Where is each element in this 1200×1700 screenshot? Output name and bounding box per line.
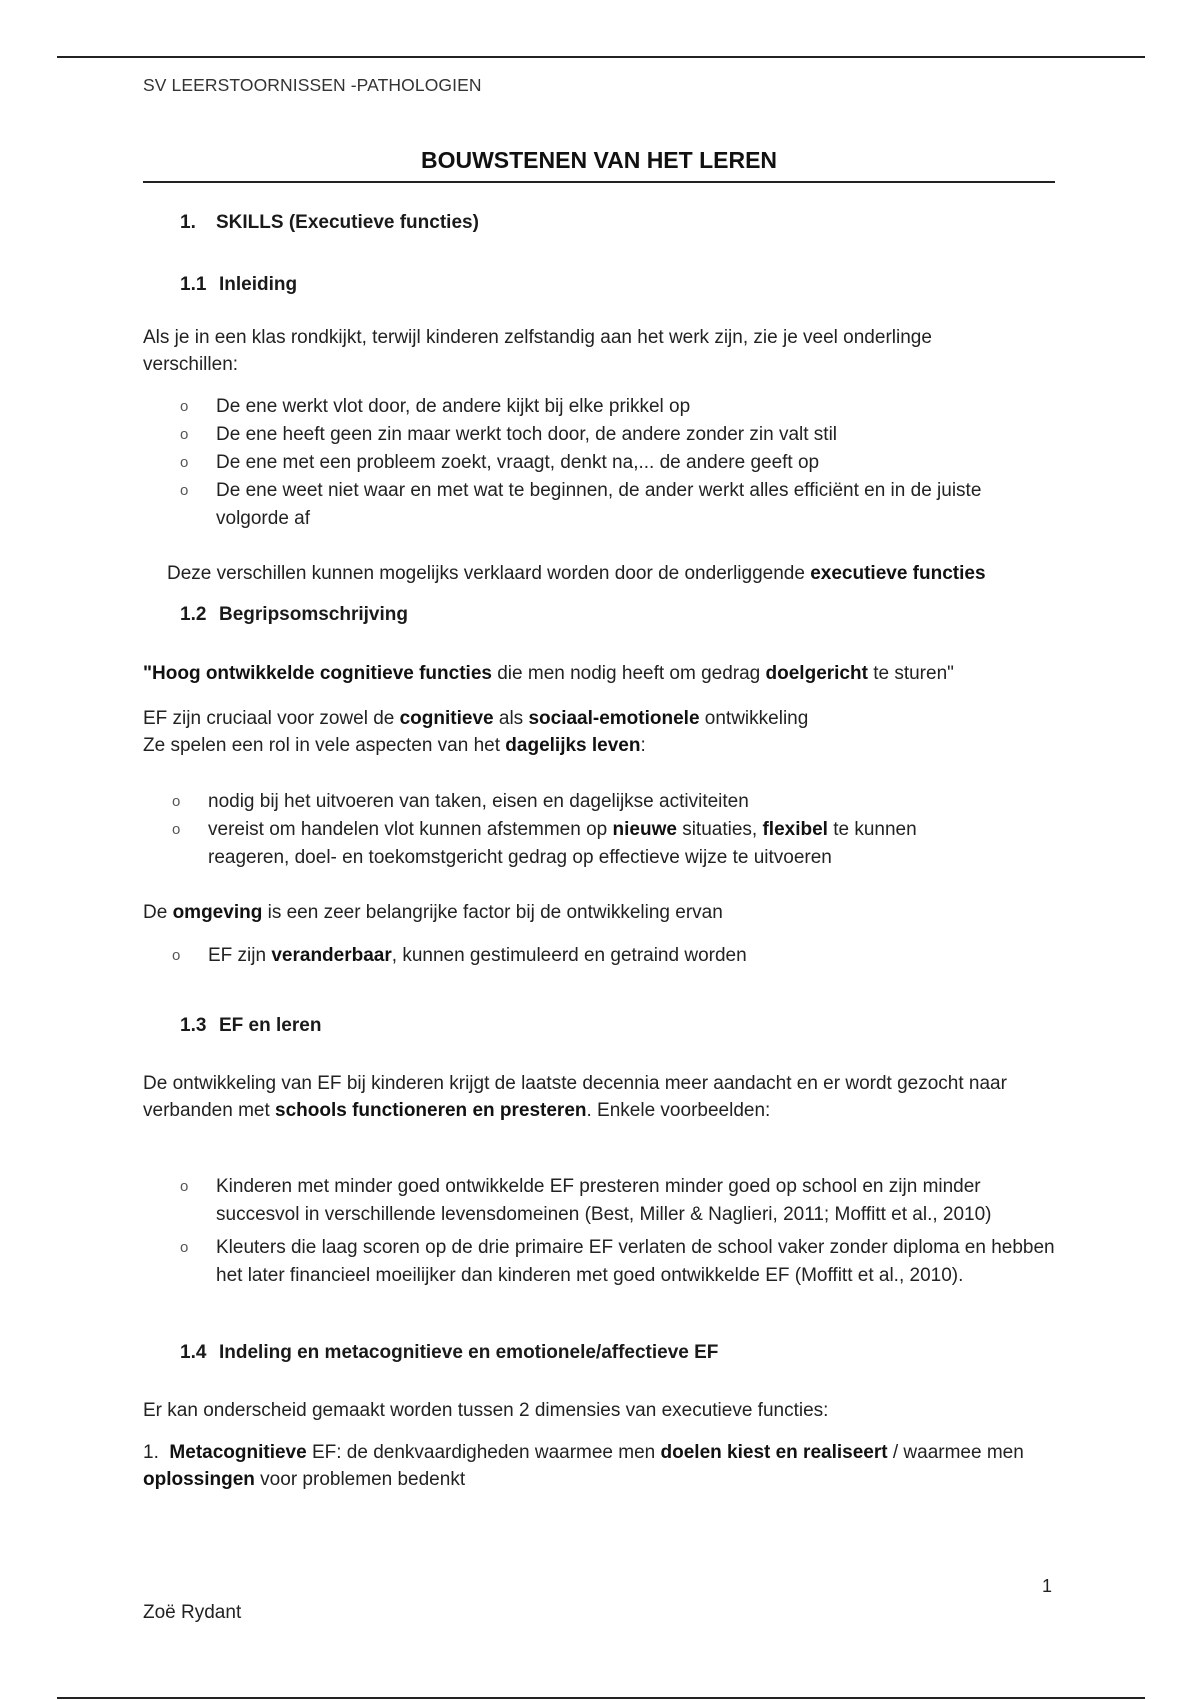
section-heading-1: 1. SKILLS (Executieve functies) — [180, 212, 479, 233]
footer-rule — [57, 1697, 1145, 1699]
list-item: o De ene met een probleem zoekt, vraagt, denkt na,... de andere geeft op — [180, 449, 1080, 477]
title-block — [143, 145, 1055, 183]
header-rule — [57, 56, 1145, 58]
bullet-marker: o — [180, 398, 189, 415]
bullet-marker: o — [180, 1239, 189, 1256]
bullet-marker: o — [180, 482, 189, 499]
page-number: 1 — [1042, 1576, 1053, 1596]
section-heading-1-2: 1.2 Begripsomschrijving — [180, 604, 408, 625]
bullet-marker: o — [180, 454, 189, 471]
paragraph-dimensies: Er kan onderscheid gemaakt worden tussen 2 dimensies van executieve functies: — [143, 1400, 829, 1421]
running-header: SV LEERSTOORNISSEN -PATHOLOGIEN — [143, 75, 482, 95]
numbered-item-metacognitief: 1. Metacognitieve EF: de denkvaardigheden waarmee men doelen kiest en realiseert / waarmee men oplossingen voor problemen bedenkt — [143, 1442, 1024, 1490]
bullet-marker: o — [172, 793, 181, 810]
paragraph-intro: Als je in een klas rondkijkt, terwijl kinderen zelfstandig aan het werk zijn, zie je veel onderlinge verschillen: — [143, 327, 932, 375]
list-item: o nodig bij het uitvoeren van taken, eisen en dagelijkse activiteiten — [172, 788, 992, 816]
definition-quote: "Hoog ontwikkelde cognitieve functies die men nodig heeft om gedrag doelgericht te sturen" — [143, 663, 954, 684]
list-item: o De ene weet niet waar en met wat te beginnen, de ander werkt alles efficiënt en in de juiste volgorde af — [180, 477, 1056, 532]
bullet-marker: o — [172, 947, 181, 964]
list-item: o EF zijn veranderbaar, kunnen gestimuleerd en getraind worden — [172, 942, 992, 970]
paragraph-omgeving: De omgeving is een zeer belangrijke factor bij de ontwikkeling ervan — [143, 902, 723, 923]
bullet-marker: o — [180, 1178, 189, 1195]
list-item: o Kleuters die laag scoren op de drie primaire EF verlaten de school vaker zonder diploma en hebben het later financieel moeilijker dan kinderen met goed ontwikkelde EF (Moffitt et al., 2010). — [180, 1234, 1065, 1289]
list-item: o vereist om handelen vlot kunnen afstemmen op nieuwe situaties, flexibel te kunnen reageren, doel- en toekomstgericht gedrag op effectieve wijze te uitvoeren — [172, 816, 992, 871]
footer-author: Zoë Rydant — [143, 1602, 242, 1623]
list-item: o Kinderen met minder goed ontwikkelde EF presteren minder goed op school en zijn minder succesvol in verschillende levensdomeinen (Best, Miller & Naglieri, 2011; Moffitt et al., 2010) — [180, 1173, 1065, 1228]
paragraph-conclusion: Deze verschillen kunnen mogelijks verklaard worden door de onderliggende executieve functies — [167, 563, 986, 584]
section-heading-1-4: 1.4 Indeling en metacognitieve en emotionele/affectieve EF — [180, 1342, 719, 1363]
list-item: o De ene heeft geen zin maar werkt toch door, de andere zonder zin valt stil — [180, 421, 1080, 449]
document-title: BOUWSTENEN VAN HET LEREN — [420, 147, 778, 173]
section-heading-1-3: 1.3 EF en leren — [180, 1015, 322, 1036]
bullet-marker: o — [180, 426, 189, 443]
section-heading-1-1: 1.1 Inleiding — [180, 274, 298, 295]
list-item: o De ene werkt vlot door, de andere kijkt bij elke prikkel op — [180, 393, 1080, 421]
paragraph-ef-leren: De ontwikkeling van EF bij kinderen krijgt de laatste decennia meer aandacht en er wordt gezocht naar verbanden met schools functioneren en presteren. Enkele voorbeelden: — [143, 1073, 1007, 1121]
bullet-marker: o — [172, 821, 181, 838]
paragraph-ef-crucial: EF zijn cruciaal voor zowel de cognitieve als sociaal-emotionele ontwikkeling Ze spelen een rol in vele aspecten van het dagelijks leven: — [143, 708, 809, 756]
